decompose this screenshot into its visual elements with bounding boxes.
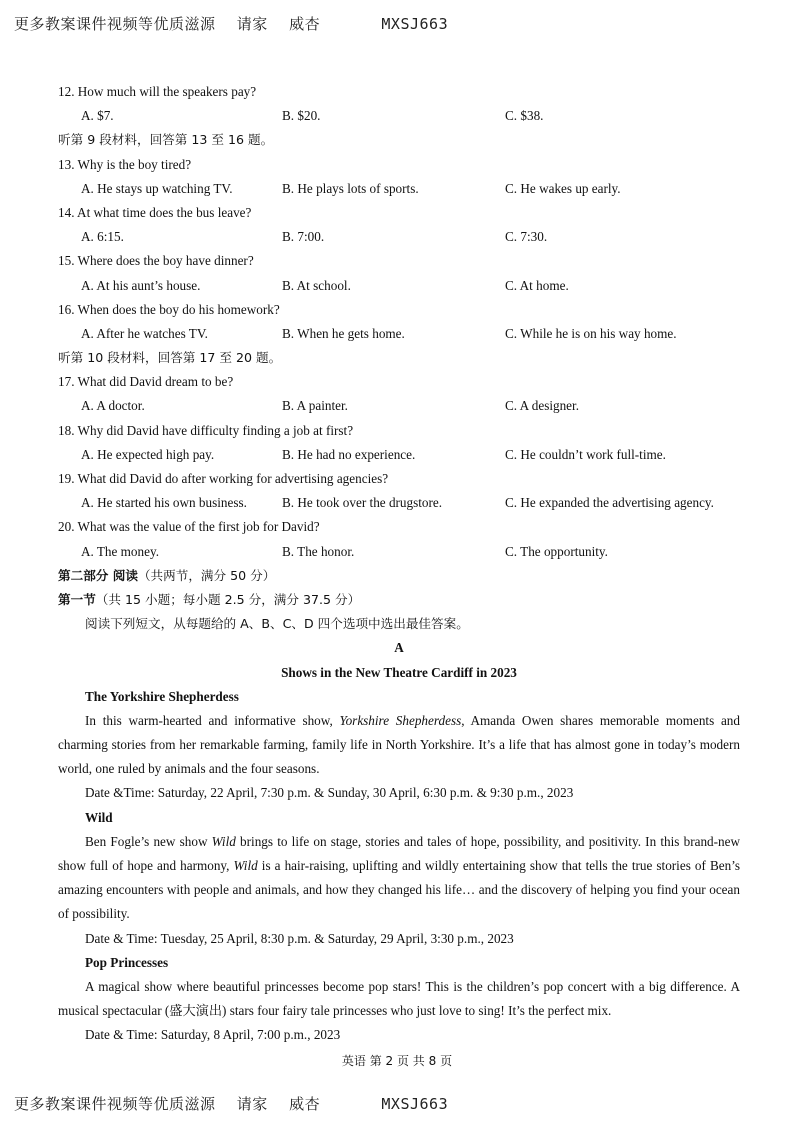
promo-text: 更多教案课件视频等优质滋源 (14, 1095, 216, 1113)
listening-questions (58, 80, 740, 564)
option-b: B. $20. (282, 108, 321, 124)
promo-footer (14, 1093, 464, 1114)
promo-header (14, 13, 464, 34)
question-stem: 16. When does the boy do his homework? (58, 301, 280, 317)
option-c: C. At home. (505, 277, 569, 293)
option-c: C. $38. (505, 108, 544, 124)
answer-options (58, 443, 740, 467)
option-a: A. After he watches TV. (81, 325, 208, 341)
option-c: C. The opportunity. (505, 543, 608, 559)
option-a: A. The money. (81, 543, 160, 559)
option-a: A. He expected high pay. (81, 446, 215, 462)
show-title: Pop Princesses (85, 954, 169, 970)
option-c: C. 7:30. (505, 229, 548, 245)
question-stem: 19. What did David do after working for advertising agencies? (58, 471, 389, 486)
answer-options (58, 322, 740, 346)
option-c: C. He expanded the advertising agency. (505, 495, 714, 511)
option-b: B. At school. (282, 277, 351, 293)
option-a: A. He stays up watching TV. (81, 180, 233, 196)
question-stem: 18. Why did David have difficulty finding a job at first? (58, 422, 354, 438)
answer-options (58, 540, 740, 564)
option-b: B. A painter. (282, 398, 348, 414)
question-stem: 13. Why is the boy tired? (58, 156, 192, 172)
show-description: Ben Fogle’s new show Wild brings to life on stage, stories and tales of hope, possibility, and positivity. In this brand-new show full of hope and harmony, Wild is a hair-raising, uplifting and wildly entertaining show that tells the true stories of Ben’s amazing encounters with people and animals, and how they changed his life… and the discovery of helping you find your ocean of possibility. (58, 833, 740, 922)
contact-label: 请家 (236, 15, 268, 33)
answer-options (58, 274, 740, 298)
answer-options (58, 104, 740, 128)
show-datetime: Date & Time: Saturday, 8 April, 7:00 p.m., 2023 (85, 1027, 341, 1043)
option-b: B. He had no experience. (282, 446, 416, 462)
show-description: In this warm-hearted and informative show, Yorkshire Shepherdess, Amanda Owen shares memorable moments and charming stories from her remarkable farming, family life in North Yorkshire. It’s a life that has almost gone in today’s modern world, one ruled by animals and the four seasons. (58, 712, 740, 777)
answer-options (58, 394, 740, 418)
answer-options (58, 491, 740, 515)
option-c: C. He couldn’t work full-time. (505, 446, 666, 462)
option-a: A. A doctor. (81, 398, 145, 414)
exam-content (58, 80, 740, 1048)
answer-options (58, 177, 740, 201)
page-number: 英语 第 2 页 共 8 页 (341, 1054, 453, 1068)
contact-name: 威杏 (289, 1095, 321, 1113)
section1-title: 第一节（共 15 小题；每小题 2.5 分，满分 37.5 分） (58, 591, 361, 607)
contact-code: MXSJ663 (381, 15, 449, 33)
option-b: B. The honor. (282, 543, 355, 559)
option-a: A. $7. (81, 108, 114, 124)
option-c: C. A designer. (505, 398, 579, 414)
option-b: B. He took over the drugstore. (282, 495, 443, 511)
show-datetime: Date &Time: Saturday, 22 April, 7:30 p.m. & Sunday, 30 April, 6:30 p.m. & 9:30 p.m., 2023 (85, 785, 574, 801)
question-stem: 12. How much will the speakers pay? (58, 84, 257, 99)
option-b: B. When he gets home. (282, 325, 405, 341)
question-stem: 15. Where does the boy have dinner? (58, 253, 254, 269)
contact-label: 请家 (236, 1095, 268, 1113)
part2-title: 第二部分 阅读（共两节，满分 50 分） (58, 567, 276, 583)
contact-code: MXSJ663 (381, 1095, 449, 1113)
show-description: A magical show where beautiful princesses become pop stars! This is the children’s pop concert with a big difference. A musical spectacular (盛大演出) stars four fairy tale princesses who just love to sing! It’s the perfect mix. (58, 979, 740, 1019)
question-stem: 14. At what time does the bus leave? (58, 204, 252, 220)
section-instruction: 听第 10 段材料，回答第 17 至 20 题。 (58, 350, 282, 366)
passage-title: Shows in the New Theatre Cardiff in 2023 (281, 664, 517, 680)
question-stem: 20. What was the value of the first job for David? (58, 519, 320, 535)
reading-instruction: 阅读下列短文，从每题给的 A、B、C、D 四个选项中选出最佳答案。 (85, 616, 469, 632)
show-datetime: Date & Time: Tuesday, 25 April, 8:30 p.m. & Saturday, 29 April, 3:30 p.m., 2023 (85, 930, 514, 946)
option-c: C. He wakes up early. (505, 180, 621, 196)
contact-name: 威杏 (289, 15, 321, 33)
answer-options (58, 225, 740, 249)
option-b: B. He plays lots of sports. (282, 180, 419, 196)
option-a: A. 6:15. (81, 229, 124, 245)
promo-text: 更多教案课件视频等优质滋源 (14, 15, 216, 33)
option-a: A. At his aunt’s house. (81, 277, 201, 293)
show-title: Wild (85, 809, 113, 825)
section-instruction: 听第 9 段材料，回答第 13 至 16 题。 (58, 132, 274, 148)
question-stem: 17. What did David dream to be? (58, 374, 234, 390)
option-b: B. 7:00. (282, 229, 325, 245)
passage-letter: A (394, 640, 404, 656)
option-a: A. He started his own business. (81, 495, 247, 511)
option-c: C. While he is on his way home. (505, 325, 677, 341)
show-title: The Yorkshire Shepherdess (85, 688, 239, 704)
